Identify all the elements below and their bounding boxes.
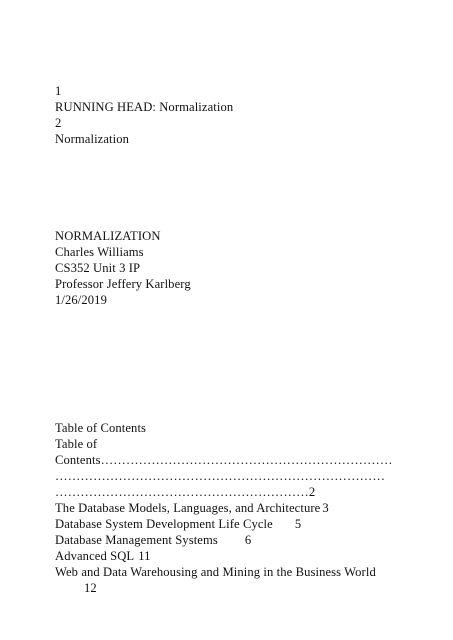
short-title: Normalization xyxy=(55,132,130,146)
toc-heading-wrap: Table of xyxy=(55,437,98,451)
toc-entry-title: The Database Models, Languages, and Architecture xyxy=(55,501,321,515)
toc-entry-page-wrapped: 12 xyxy=(84,581,97,595)
toc-entry-page: 5 xyxy=(294,517,302,531)
toc-entry-title: Database System Development Life Cycle xyxy=(55,517,273,531)
toc-entry xyxy=(55,532,251,548)
toc-entry-title: Database Management Systems xyxy=(55,533,218,547)
toc-contents-line: Contents…………………………………………………………… xyxy=(55,453,393,467)
author-name: Charles Williams xyxy=(55,245,144,259)
toc-heading: Table of Contents xyxy=(55,421,147,435)
professor-name: Professor Jeffery Karlberg xyxy=(55,277,191,291)
document-date: 1/26/2019 xyxy=(55,293,107,307)
toc-entry-title: Advanced SQL xyxy=(55,549,135,563)
toc-entry xyxy=(55,500,329,516)
toc-entry xyxy=(55,564,376,580)
document-title: NORMALIZATION xyxy=(55,229,161,243)
page-number-2: 2 xyxy=(55,116,62,130)
page-number-1: 1 xyxy=(55,84,62,98)
toc-dots-line: …………………………………………………………………… xyxy=(55,469,386,483)
toc-entry-page: 3 xyxy=(322,501,329,515)
course-name: CS352 Unit 3 IP xyxy=(55,261,141,275)
toc-entry-page: 6 xyxy=(244,533,252,547)
toc-entry-page: 11 xyxy=(138,549,151,563)
toc-entry xyxy=(55,548,151,564)
toc-dots-end-line: ……………………………………………………2 xyxy=(55,485,316,499)
toc-entry-title: Web and Data Warehousing and Mining in the Business World xyxy=(55,565,376,579)
toc-entry xyxy=(55,516,301,532)
running-head: RUNNING HEAD: Normalization xyxy=(55,100,234,114)
